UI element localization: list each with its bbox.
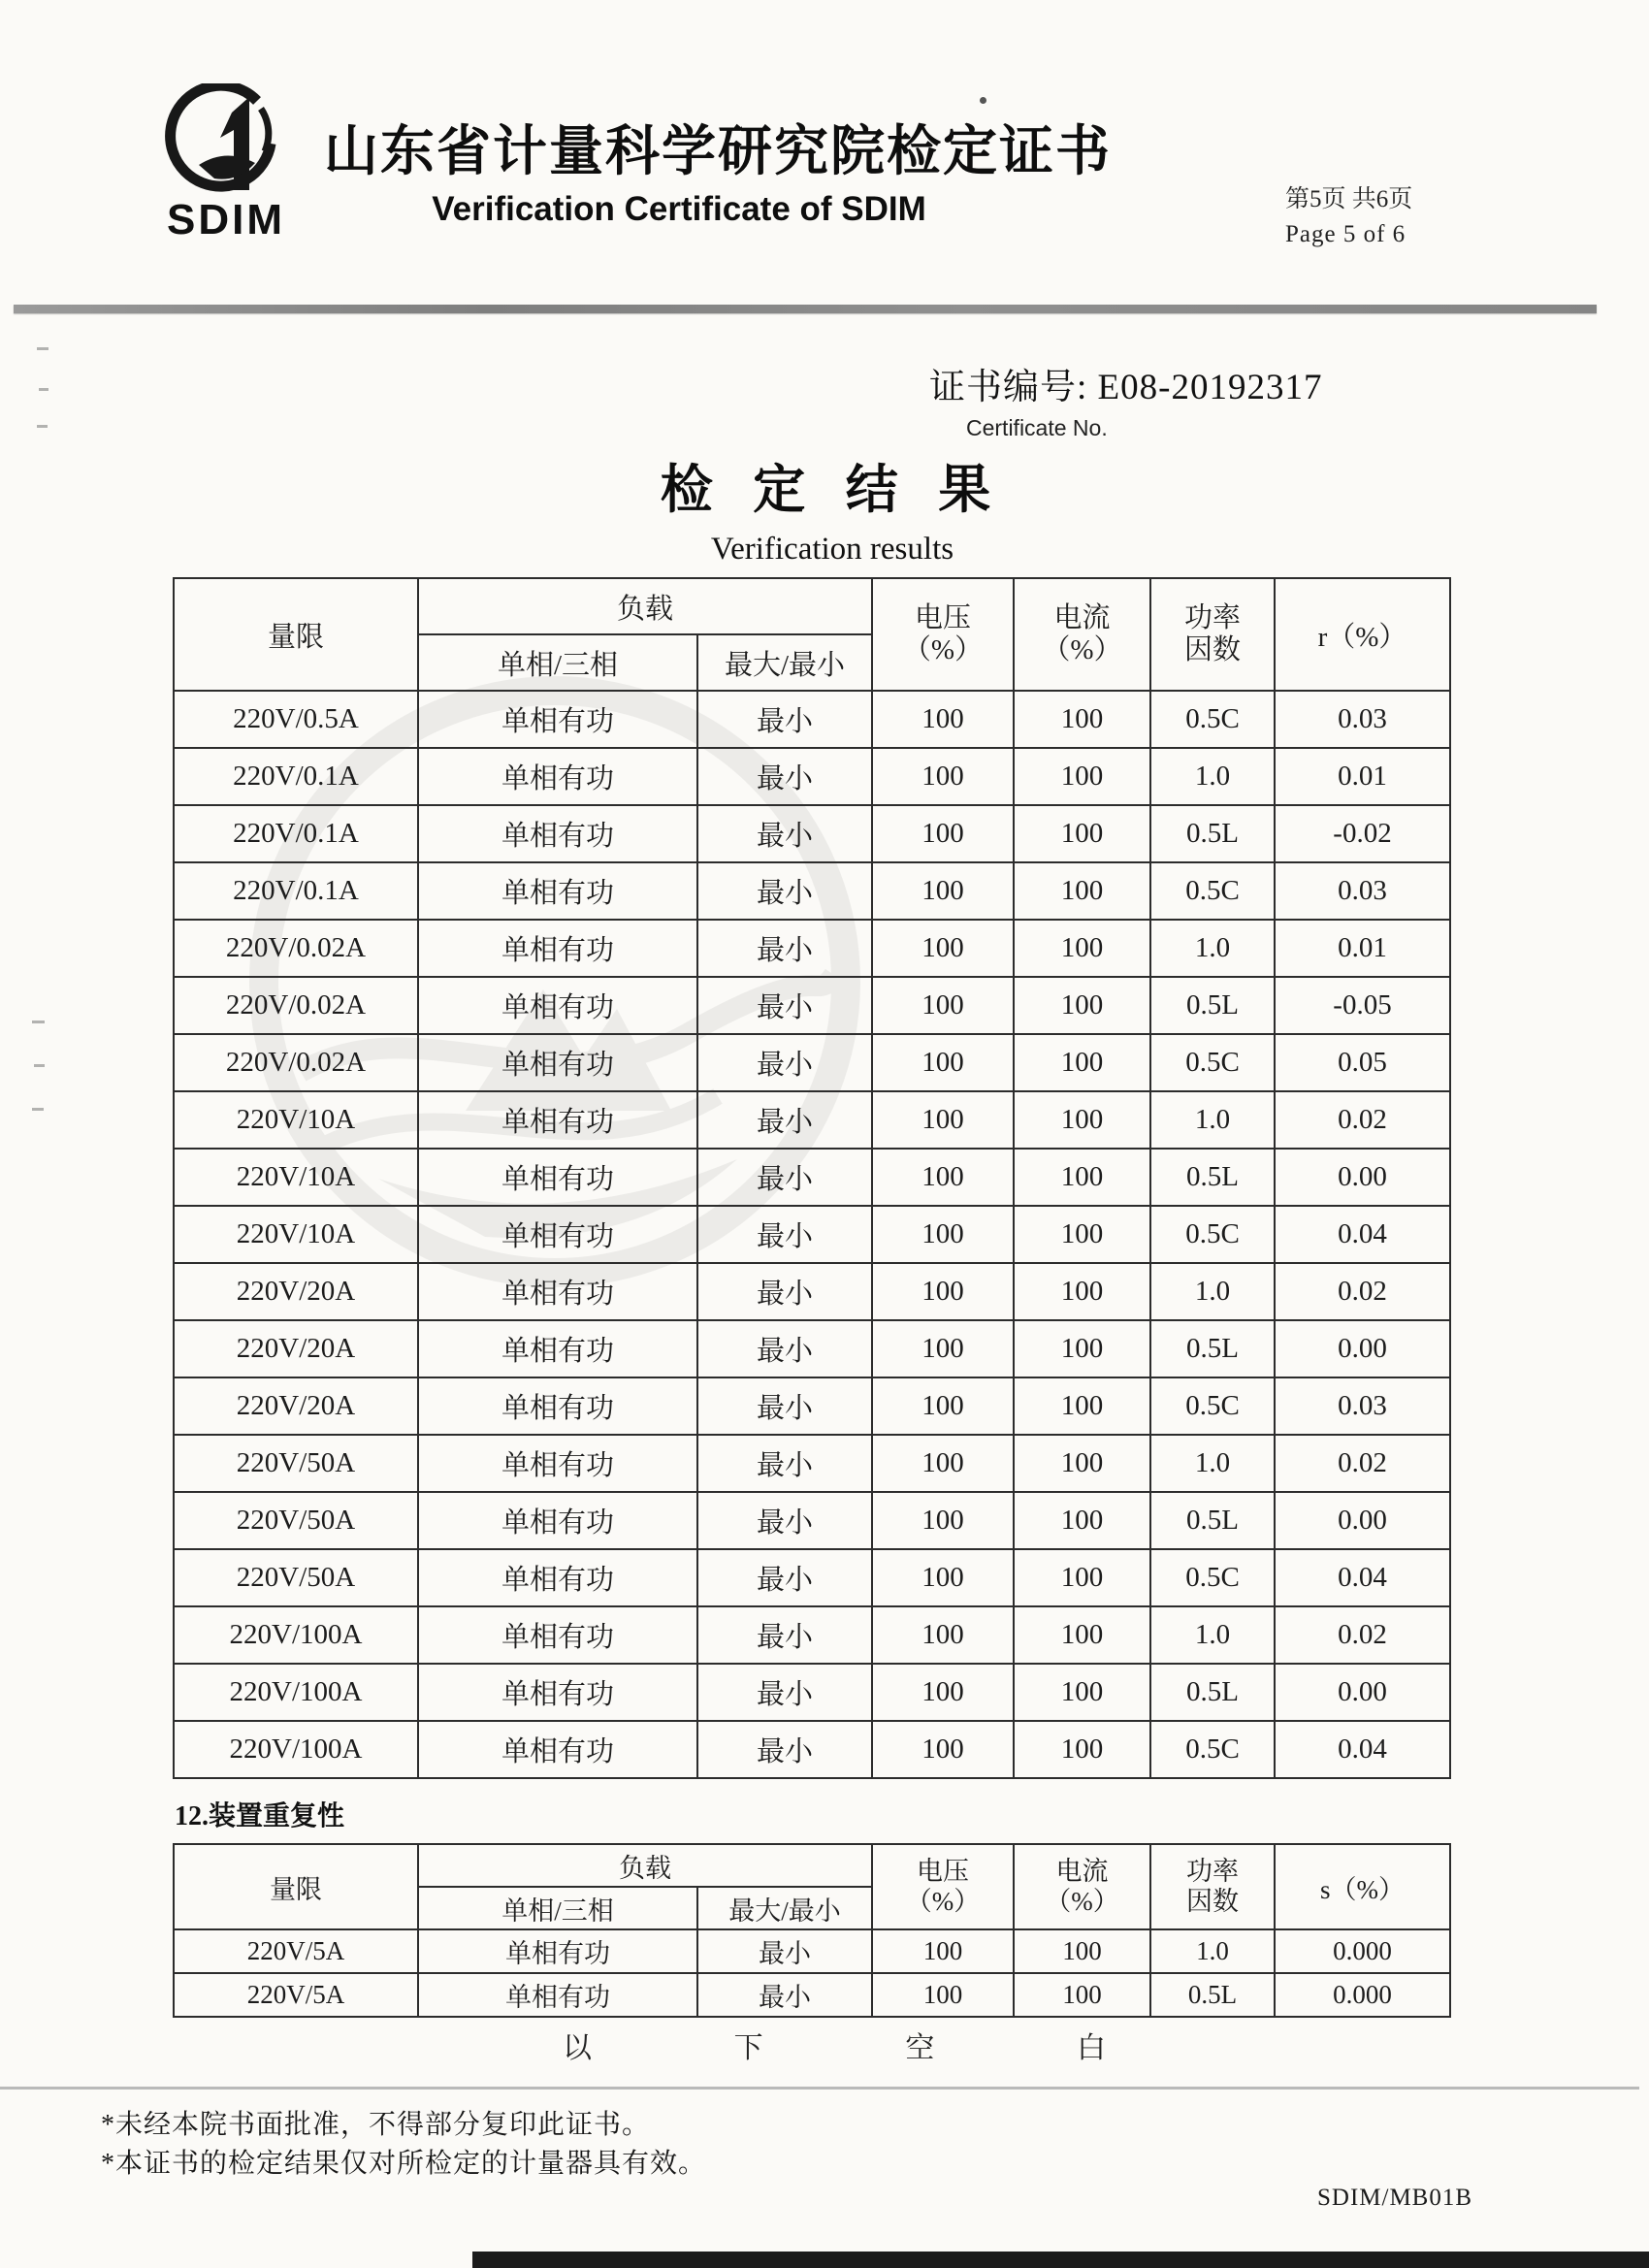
cell-range: 220V/0.02A (174, 920, 418, 977)
col-header-voltage (872, 578, 1014, 691)
cell-range: 220V/10A (174, 1206, 418, 1263)
cell-power-factor: 1.0 (1150, 920, 1275, 977)
col-header-current-line1: 电流 (1053, 601, 1111, 633)
cell-result: 0.01 (1275, 748, 1450, 805)
cell-voltage: 100 (872, 1549, 1014, 1606)
cell-result: 0.04 (1275, 1721, 1450, 1778)
certificate-title-cn: 山东省计量科学研究院检定证书 (324, 122, 1112, 182)
cell-voltage: 100 (872, 920, 1014, 977)
cell-current: 100 (1014, 1377, 1150, 1435)
cell-power-factor: 0.5L (1150, 1973, 1275, 2017)
cell-load-maxmin: 最小 (697, 920, 872, 977)
below-blank-char: 以 (563, 2032, 592, 2064)
cell-current: 100 (1014, 1721, 1150, 1778)
table-row (174, 1263, 1450, 1320)
cell-result: 0.02 (1275, 1606, 1450, 1664)
cell-voltage: 100 (872, 1034, 1014, 1091)
cell-load-phase: 单相有功 (418, 748, 697, 805)
cell-voltage: 100 (872, 1206, 1014, 1263)
scan-edge-mark (34, 1064, 45, 1067)
cell-power-factor: 0.5C (1150, 862, 1275, 920)
cell-load-maxmin: 最小 (697, 1492, 872, 1549)
cell-load-maxmin: 最小 (697, 1721, 872, 1778)
header-divider-bar (14, 305, 1597, 313)
table-row (174, 1606, 1450, 1664)
below-blank-char: 下 (733, 2032, 763, 2064)
cell-voltage: 100 (872, 1664, 1014, 1721)
table-header-row (174, 578, 1450, 634)
cell-range: 220V/50A (174, 1492, 418, 1549)
cell-current: 100 (1014, 920, 1150, 977)
cell-result: 0.00 (1275, 1149, 1450, 1206)
cell-load-maxmin: 最小 (697, 1549, 872, 1606)
col-header-pf-line1: 功率 (1184, 601, 1242, 633)
col-header-current-line1: 电流 (1055, 1856, 1109, 1886)
cell-load-phase: 单相有功 (418, 977, 697, 1034)
cell-current: 100 (1014, 748, 1150, 805)
cell-power-factor: 1.0 (1150, 748, 1275, 805)
cell-voltage: 100 (872, 1091, 1014, 1149)
cell-power-factor: 0.5L (1150, 1664, 1275, 1721)
col-header-current (1014, 578, 1150, 691)
cell-power-factor: 1.0 (1150, 1091, 1275, 1149)
cell-current: 100 (1014, 1606, 1150, 1664)
cell-load-phase: 单相有功 (418, 1034, 697, 1091)
cell-load-maxmin: 最小 (697, 1377, 872, 1435)
cell-load-phase: 单相有功 (418, 1320, 697, 1377)
cell-current: 100 (1014, 1973, 1150, 2017)
cell-current: 100 (1014, 1929, 1150, 1973)
cell-load-phase: 单相有功 (418, 920, 697, 977)
col-header-r-percent: r（%） (1275, 578, 1450, 691)
col-header-current-line2: （%） (1045, 1887, 1119, 1916)
col-header-voltage (872, 1844, 1014, 1929)
cell-load-phase: 单相有功 (418, 691, 697, 748)
col-header-s-percent: s（%） (1275, 1844, 1450, 1929)
col-header-load: 负载 (418, 1844, 872, 1887)
cell-range: 220V/50A (174, 1549, 418, 1606)
cell-load-phase: 单相有功 (418, 1492, 697, 1549)
scan-edge-mark (39, 388, 48, 391)
cell-current: 100 (1014, 691, 1150, 748)
footnote-copy-restriction: *未经本院书面批准，不得部分复印此证书。 (101, 2110, 651, 2140)
certificate-number: 证书编号: E08-20192317 (929, 368, 1323, 407)
cell-result: 0.000 (1275, 1929, 1450, 1973)
col-header-voltage-line1: 电压 (917, 1856, 969, 1886)
table-row (174, 1320, 1450, 1377)
cell-load-phase: 单相有功 (418, 805, 697, 862)
cell-load-maxmin: 最小 (697, 1929, 872, 1973)
cell-load-phase: 单相有功 (418, 1973, 697, 2017)
certificate-title-en: Verification Certificate of SDIM (432, 190, 926, 228)
below-blank-char: 空 (905, 2032, 935, 2064)
footer-divider (0, 2087, 1639, 2090)
cell-result: 0.05 (1275, 1034, 1450, 1091)
table-row (174, 691, 1450, 748)
cell-result: 0.03 (1275, 691, 1450, 748)
cell-voltage: 100 (872, 1435, 1014, 1492)
cell-power-factor: 0.5C (1150, 691, 1275, 748)
table-header-row (174, 1844, 1450, 1887)
cell-range: 220V/100A (174, 1721, 418, 1778)
cell-result: 0.00 (1275, 1492, 1450, 1549)
bottom-scan-bar (472, 2252, 1649, 2268)
cell-current: 100 (1014, 1091, 1150, 1149)
cell-current: 100 (1014, 1263, 1150, 1320)
cell-voltage: 100 (872, 805, 1014, 862)
cell-range: 220V/0.5A (174, 691, 418, 748)
cell-load-maxmin: 最小 (697, 691, 872, 748)
col-header-voltage-line2: （%） (902, 634, 984, 665)
cell-power-factor: 1.0 (1150, 1435, 1275, 1492)
table-row (174, 1149, 1450, 1206)
cell-range: 220V/10A (174, 1091, 418, 1149)
cell-load-maxmin: 最小 (697, 1149, 872, 1206)
cell-power-factor: 1.0 (1150, 1263, 1275, 1320)
cell-result: 0.01 (1275, 920, 1450, 977)
cell-current: 100 (1014, 1664, 1150, 1721)
cell-voltage: 100 (872, 1320, 1014, 1377)
cell-voltage: 100 (872, 1973, 1014, 2017)
cell-range: 220V/0.02A (174, 977, 418, 1034)
cell-result: -0.02 (1275, 805, 1450, 862)
cell-load-maxmin: 最小 (697, 1091, 872, 1149)
cell-load-maxmin: 最小 (697, 1606, 872, 1664)
scan-edge-mark (32, 1108, 44, 1111)
cell-load-maxmin: 最小 (697, 1034, 872, 1091)
cell-power-factor: 0.5L (1150, 977, 1275, 1034)
scan-edge-mark (32, 1021, 45, 1023)
cell-load-phase: 单相有功 (418, 1263, 697, 1320)
cell-voltage: 100 (872, 1377, 1014, 1435)
below-blank-char: 白 (1076, 2032, 1106, 2064)
cell-result: 0.02 (1275, 1435, 1450, 1492)
cell-current: 100 (1014, 805, 1150, 862)
cell-power-factor: 0.5L (1150, 1320, 1275, 1377)
cell-voltage: 100 (872, 1263, 1014, 1320)
cell-result: 0.02 (1275, 1091, 1450, 1149)
col-header-load: 负载 (418, 578, 872, 634)
cell-voltage: 100 (872, 1492, 1014, 1549)
col-header-range: 量限 (174, 1844, 418, 1929)
cell-current: 100 (1014, 977, 1150, 1034)
cell-range: 220V/100A (174, 1664, 418, 1721)
cell-load-phase: 单相有功 (418, 1206, 697, 1263)
cell-voltage: 100 (872, 862, 1014, 920)
cell-result: 0.04 (1275, 1206, 1450, 1263)
table-row (174, 920, 1450, 977)
col-header-voltage-line2: （%） (905, 1887, 981, 1916)
cell-range: 220V/50A (174, 1435, 418, 1492)
cell-power-factor: 1.0 (1150, 1929, 1275, 1973)
cell-result: 0.02 (1275, 1263, 1450, 1320)
cell-voltage: 100 (872, 1606, 1014, 1664)
cell-power-factor: 0.5C (1150, 1721, 1275, 1778)
below-blank-label (563, 2024, 1106, 2066)
cell-load-maxmin: 最小 (697, 1263, 872, 1320)
cell-voltage: 100 (872, 977, 1014, 1034)
certificate-number-label-en: Certificate No. (966, 415, 1108, 440)
cell-current: 100 (1014, 1435, 1150, 1492)
cell-load-maxmin: 最小 (697, 862, 872, 920)
col-header-pf-line2: 因数 (1186, 1887, 1239, 1916)
cell-load-maxmin: 最小 (697, 1664, 872, 1721)
cell-voltage: 100 (872, 1149, 1014, 1206)
table-row (174, 1929, 1450, 1973)
cell-voltage: 100 (872, 1721, 1014, 1778)
table-row (174, 1664, 1450, 1721)
cell-load-maxmin: 最小 (697, 1320, 872, 1377)
cell-load-maxmin: 最小 (697, 805, 872, 862)
table-row (174, 977, 1450, 1034)
cell-range: 220V/10A (174, 1149, 418, 1206)
cell-range: 220V/5A (174, 1929, 418, 1973)
cell-current: 100 (1014, 1549, 1150, 1606)
cell-range: 220V/20A (174, 1377, 418, 1435)
cell-power-factor: 0.5L (1150, 1492, 1275, 1549)
results-title-en: Verification results (710, 532, 954, 567)
sdim-logo-text: SDIM (167, 196, 285, 243)
cell-load-phase: 单相有功 (418, 1435, 697, 1492)
results-title-cn: 检 定 结 果 (660, 461, 1005, 519)
cell-voltage: 100 (872, 748, 1014, 805)
col-header-power-factor (1150, 1844, 1275, 1929)
cell-load-maxmin: 最小 (697, 748, 872, 805)
repeatability-table (173, 1843, 1451, 2018)
col-header-pf-line1: 功率 (1186, 1856, 1239, 1886)
col-header-maxmin: 最大/最小 (697, 634, 872, 691)
table-row (174, 1721, 1450, 1778)
cell-result: -0.05 (1275, 977, 1450, 1034)
page-number-cn: 第5页 共6页 (1285, 186, 1413, 212)
table-row (174, 805, 1450, 862)
cell-voltage: 100 (872, 691, 1014, 748)
cell-power-factor: 1.0 (1150, 1606, 1275, 1664)
col-header-voltage-line1: 电压 (915, 601, 972, 633)
cell-power-factor: 0.5C (1150, 1034, 1275, 1091)
col-header-maxmin: 最大/最小 (697, 1887, 872, 1929)
cell-load-phase: 单相有功 (418, 1091, 697, 1149)
scan-edge-mark (37, 425, 48, 428)
cell-result: 0.03 (1275, 1377, 1450, 1435)
cell-result: 0.00 (1275, 1664, 1450, 1721)
col-header-power-factor (1150, 578, 1275, 691)
repeatability-section-label: 12.装置重复性 (175, 1801, 345, 1831)
col-header-current-line2: （%） (1042, 634, 1122, 665)
col-header-range: 量限 (174, 578, 418, 691)
cell-range: 220V/20A (174, 1320, 418, 1377)
cell-load-phase: 单相有功 (418, 1721, 697, 1778)
table-row (174, 862, 1450, 920)
scan-edge-mark (37, 347, 48, 350)
cell-current: 100 (1014, 1320, 1150, 1377)
cell-power-factor: 0.5C (1150, 1377, 1275, 1435)
cell-load-phase: 单相有功 (418, 1149, 697, 1206)
cell-voltage: 100 (872, 1929, 1014, 1973)
cell-load-maxmin: 最小 (697, 1435, 872, 1492)
cell-load-maxmin: 最小 (697, 1973, 872, 2017)
cell-range: 220V/20A (174, 1263, 418, 1320)
cell-current: 100 (1014, 1034, 1150, 1091)
cell-load-phase: 单相有功 (418, 1606, 697, 1664)
cell-load-phase: 单相有功 (418, 1377, 697, 1435)
document-form-code: SDIM/MB01B (1317, 2185, 1473, 2211)
scan-speck (980, 97, 986, 104)
cell-current: 100 (1014, 862, 1150, 920)
cell-load-maxmin: 最小 (697, 1206, 872, 1263)
table-row (174, 748, 1450, 805)
cell-load-phase: 单相有功 (418, 1929, 697, 1973)
verification-results-table (173, 577, 1451, 1779)
cell-result: 0.04 (1275, 1549, 1450, 1606)
cell-result: 0.000 (1275, 1973, 1450, 2017)
col-header-pf-line2: 因数 (1184, 634, 1242, 665)
cell-range: 220V/0.1A (174, 748, 418, 805)
col-header-phase: 单相/三相 (418, 1887, 697, 1929)
table-row (174, 1492, 1450, 1549)
cell-power-factor: 0.5L (1150, 1149, 1275, 1206)
cell-current: 100 (1014, 1149, 1150, 1206)
table-row (174, 1973, 1450, 2017)
cell-power-factor: 0.5C (1150, 1206, 1275, 1263)
cell-result: 0.03 (1275, 862, 1450, 920)
cell-load-phase: 单相有功 (418, 1664, 697, 1721)
cell-range: 220V/0.1A (174, 862, 418, 920)
cell-load-phase: 单相有功 (418, 862, 697, 920)
cell-result: 0.00 (1275, 1320, 1450, 1377)
cell-current: 100 (1014, 1492, 1150, 1549)
cell-load-phase: 单相有功 (418, 1549, 697, 1606)
table-row (174, 1091, 1450, 1149)
col-header-phase: 单相/三相 (418, 634, 697, 691)
sdim-logo-icon (164, 83, 288, 202)
table-row (174, 1206, 1450, 1263)
cell-range: 220V/5A (174, 1973, 418, 2017)
table-row (174, 1549, 1450, 1606)
table-row (174, 1377, 1450, 1435)
cell-range: 220V/0.02A (174, 1034, 418, 1091)
col-header-current (1014, 1844, 1150, 1929)
cell-range: 220V/100A (174, 1606, 418, 1664)
cell-range: 220V/0.1A (174, 805, 418, 862)
footnote-validity: *本证书的检定结果仅对所检定的计量器具有效。 (101, 2149, 707, 2179)
cell-power-factor: 0.5L (1150, 805, 1275, 862)
cell-current: 100 (1014, 1206, 1150, 1263)
page-info (1285, 182, 1528, 253)
cell-power-factor: 0.5C (1150, 1549, 1275, 1606)
table-row (174, 1435, 1450, 1492)
table-row (174, 1034, 1450, 1091)
cell-load-maxmin: 最小 (697, 977, 872, 1034)
page-number-en: Page 5 of 6 (1285, 221, 1406, 248)
